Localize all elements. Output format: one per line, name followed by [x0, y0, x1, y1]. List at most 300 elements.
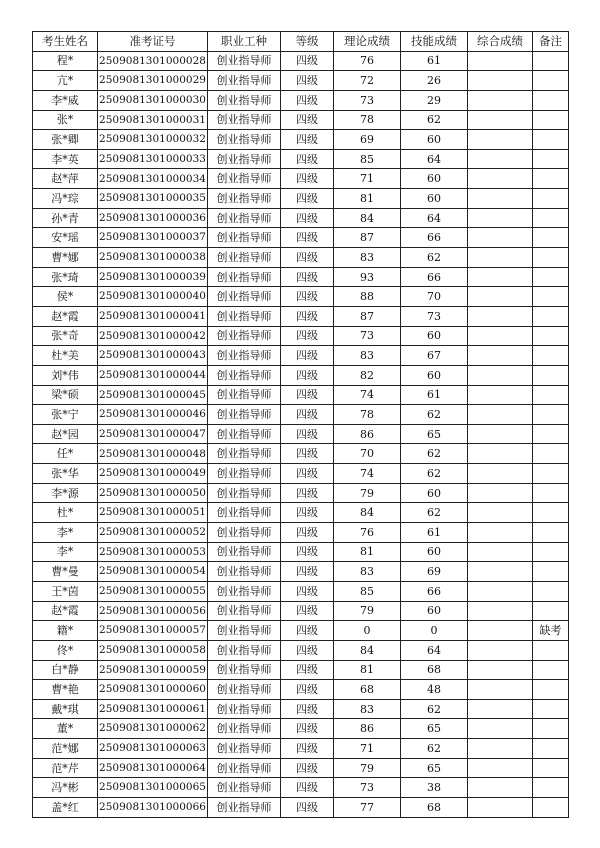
cell-total-score: [468, 523, 533, 543]
cell-remark: [533, 110, 569, 130]
cell-level: 四级: [281, 562, 334, 582]
cell-name: 曹*娜: [33, 248, 98, 268]
cell-level: 四级: [281, 601, 334, 621]
table-row: [33, 90, 569, 110]
header-name: 考生姓名: [33, 32, 98, 52]
table-row: [33, 581, 569, 601]
cell-total-score: [468, 169, 533, 189]
header-theory-score: 理论成绩: [334, 32, 401, 52]
cell-theory-score: 79: [334, 601, 401, 621]
cell-theory-score: 87: [334, 306, 401, 326]
header-skill-score: 技能成绩: [401, 32, 468, 52]
cell-level: 四级: [281, 483, 334, 503]
cell-skill-score: 61: [401, 51, 468, 71]
cell-occupation: 创业指导师: [208, 51, 281, 71]
cell-theory-score: 78: [334, 405, 401, 425]
cell-skill-score: 68: [401, 660, 468, 680]
cell-occupation: 创业指导师: [208, 699, 281, 719]
cell-remark: [533, 758, 569, 778]
cell-name: 董*: [33, 719, 98, 739]
cell-level: 四级: [281, 287, 334, 307]
cell-skill-score: 66: [401, 267, 468, 287]
cell-exam-id: 2509081301000055: [98, 581, 208, 601]
cell-skill-score: 64: [401, 208, 468, 228]
cell-theory-score: 78: [334, 110, 401, 130]
cell-total-score: [468, 110, 533, 130]
cell-level: 四级: [281, 405, 334, 425]
cell-level: 四级: [281, 189, 334, 209]
cell-theory-score: 82: [334, 365, 401, 385]
cell-exam-id: 2509081301000035: [98, 189, 208, 209]
cell-remark: [533, 739, 569, 759]
cell-theory-score: 73: [334, 778, 401, 798]
cell-level: 四级: [281, 306, 334, 326]
cell-theory-score: 87: [334, 228, 401, 248]
cell-total-score: [468, 228, 533, 248]
cell-level: 四级: [281, 660, 334, 680]
cell-name: 范*芹: [33, 758, 98, 778]
cell-remark: [533, 149, 569, 169]
cell-theory-score: 69: [334, 130, 401, 150]
table-row: [33, 71, 569, 91]
cell-exam-id: 2509081301000047: [98, 424, 208, 444]
cell-name: 戴*琪: [33, 699, 98, 719]
cell-remark: [533, 287, 569, 307]
table-row: [33, 51, 569, 71]
cell-skill-score: 61: [401, 385, 468, 405]
cell-name: 孙*青: [33, 208, 98, 228]
cell-remark: [533, 660, 569, 680]
cell-remark: [533, 581, 569, 601]
cell-exam-id: 2509081301000051: [98, 503, 208, 523]
cell-name: 盖*红: [33, 797, 98, 817]
cell-theory-score: 85: [334, 581, 401, 601]
cell-occupation: 创业指导师: [208, 228, 281, 248]
cell-remark: [533, 542, 569, 562]
cell-theory-score: 86: [334, 719, 401, 739]
cell-occupation: 创业指导师: [208, 71, 281, 91]
cell-occupation: 创业指导师: [208, 208, 281, 228]
cell-name: 范*娜: [33, 739, 98, 759]
cell-name: 赵*萍: [33, 169, 98, 189]
cell-level: 四级: [281, 719, 334, 739]
cell-total-score: [468, 385, 533, 405]
cell-occupation: 创业指导师: [208, 523, 281, 543]
cell-exam-id: 2509081301000033: [98, 149, 208, 169]
cell-remark: [533, 267, 569, 287]
table-row: [33, 660, 569, 680]
cell-remark: [533, 680, 569, 700]
cell-occupation: 创业指导师: [208, 346, 281, 366]
cell-name: 张*奇: [33, 326, 98, 346]
table-row: [33, 267, 569, 287]
cell-skill-score: 60: [401, 130, 468, 150]
cell-occupation: 创业指导师: [208, 601, 281, 621]
cell-total-score: [468, 267, 533, 287]
cell-skill-score: 62: [401, 699, 468, 719]
cell-exam-id: 2509081301000058: [98, 640, 208, 660]
cell-exam-id: 2509081301000059: [98, 660, 208, 680]
cell-name: 李*威: [33, 90, 98, 110]
cell-skill-score: 62: [401, 739, 468, 759]
table-row: [33, 365, 569, 385]
cell-total-score: [468, 739, 533, 759]
cell-exam-id: 2509081301000029: [98, 71, 208, 91]
table-row: [33, 228, 569, 248]
table-row: [33, 542, 569, 562]
cell-name: 安*瑶: [33, 228, 98, 248]
cell-exam-id: 2509081301000042: [98, 326, 208, 346]
cell-remark: [533, 365, 569, 385]
cell-remark: [533, 444, 569, 464]
cell-name: 王*茵: [33, 581, 98, 601]
cell-theory-score: 79: [334, 758, 401, 778]
score-table: [32, 31, 569, 818]
cell-name: 赵*霞: [33, 306, 98, 326]
cell-skill-score: 60: [401, 169, 468, 189]
table-row: [33, 601, 569, 621]
cell-level: 四级: [281, 90, 334, 110]
cell-level: 四级: [281, 739, 334, 759]
cell-exam-id: 2509081301000065: [98, 778, 208, 798]
cell-total-score: [468, 71, 533, 91]
cell-total-score: [468, 424, 533, 444]
cell-occupation: 创业指导师: [208, 640, 281, 660]
cell-name: 冯*彬: [33, 778, 98, 798]
cell-occupation: 创业指导师: [208, 189, 281, 209]
cell-exam-id: 2509081301000037: [98, 228, 208, 248]
cell-skill-score: 70: [401, 287, 468, 307]
cell-skill-score: 48: [401, 680, 468, 700]
cell-occupation: 创业指导师: [208, 306, 281, 326]
cell-occupation: 创业指导师: [208, 464, 281, 484]
table-row: [33, 169, 569, 189]
cell-total-score: [468, 149, 533, 169]
cell-total-score: [468, 90, 533, 110]
cell-level: 四级: [281, 758, 334, 778]
cell-occupation: 创业指导师: [208, 287, 281, 307]
cell-theory-score: 86: [334, 424, 401, 444]
cell-occupation: 创业指导师: [208, 542, 281, 562]
cell-name: 梁*硕: [33, 385, 98, 405]
cell-total-score: [468, 797, 533, 817]
cell-name: 李*: [33, 523, 98, 543]
cell-name: 亢*: [33, 71, 98, 91]
cell-skill-score: 60: [401, 542, 468, 562]
cell-skill-score: 66: [401, 581, 468, 601]
table-row: [33, 719, 569, 739]
cell-remark: [533, 797, 569, 817]
cell-name: 佟*: [33, 640, 98, 660]
cell-occupation: 创业指导师: [208, 739, 281, 759]
cell-skill-score: 65: [401, 758, 468, 778]
cell-level: 四级: [281, 228, 334, 248]
cell-occupation: 创业指导师: [208, 621, 281, 641]
cell-skill-score: 62: [401, 464, 468, 484]
cell-skill-score: 29: [401, 90, 468, 110]
cell-total-score: [468, 562, 533, 582]
cell-occupation: 创业指导师: [208, 169, 281, 189]
cell-occupation: 创业指导师: [208, 326, 281, 346]
cell-theory-score: 84: [334, 640, 401, 660]
table-row: [33, 778, 569, 798]
cell-theory-score: 79: [334, 483, 401, 503]
cell-theory-score: 81: [334, 189, 401, 209]
cell-occupation: 创业指导师: [208, 483, 281, 503]
cell-exam-id: 2509081301000054: [98, 562, 208, 582]
cell-remark: [533, 405, 569, 425]
cell-remark: [533, 169, 569, 189]
cell-level: 四级: [281, 169, 334, 189]
cell-total-score: [468, 503, 533, 523]
cell-theory-score: 71: [334, 739, 401, 759]
cell-level: 四级: [281, 503, 334, 523]
cell-level: 四级: [281, 267, 334, 287]
table-row: [33, 189, 569, 209]
cell-level: 四级: [281, 797, 334, 817]
cell-occupation: 创业指导师: [208, 267, 281, 287]
cell-level: 四级: [281, 130, 334, 150]
table-row: [33, 503, 569, 523]
cell-remark: [533, 326, 569, 346]
table-row: [33, 424, 569, 444]
cell-theory-score: 83: [334, 562, 401, 582]
cell-occupation: 创业指导师: [208, 248, 281, 268]
cell-name: 张*华: [33, 464, 98, 484]
cell-skill-score: 26: [401, 71, 468, 91]
cell-exam-id: 2509081301000063: [98, 739, 208, 759]
cell-total-score: [468, 581, 533, 601]
cell-theory-score: 73: [334, 90, 401, 110]
header-exam-id: 准考证号: [98, 32, 208, 52]
cell-name: 杜*: [33, 503, 98, 523]
cell-occupation: 创业指导师: [208, 581, 281, 601]
cell-theory-score: 76: [334, 51, 401, 71]
table-row: [33, 208, 569, 228]
cell-skill-score: 62: [401, 110, 468, 130]
cell-theory-score: 76: [334, 523, 401, 543]
table-row: [33, 464, 569, 484]
cell-remark: [533, 640, 569, 660]
cell-remark: [533, 248, 569, 268]
cell-theory-score: 0: [334, 621, 401, 641]
cell-skill-score: 60: [401, 326, 468, 346]
cell-skill-score: 62: [401, 248, 468, 268]
cell-occupation: 创业指导师: [208, 503, 281, 523]
cell-remark: [533, 483, 569, 503]
cell-skill-score: 62: [401, 444, 468, 464]
header-occupation: 职业工种: [208, 32, 281, 52]
table-row: [33, 385, 569, 405]
cell-skill-score: 64: [401, 640, 468, 660]
cell-exam-id: 2509081301000039: [98, 267, 208, 287]
cell-exam-id: 2509081301000064: [98, 758, 208, 778]
cell-occupation: 创业指导师: [208, 758, 281, 778]
cell-theory-score: 84: [334, 208, 401, 228]
cell-theory-score: 81: [334, 542, 401, 562]
cell-remark: [533, 71, 569, 91]
cell-skill-score: 65: [401, 424, 468, 444]
table-row: [33, 149, 569, 169]
cell-theory-score: 72: [334, 71, 401, 91]
cell-exam-id: 2509081301000062: [98, 719, 208, 739]
cell-occupation: 创业指导师: [208, 719, 281, 739]
table-body: [33, 51, 569, 817]
cell-exam-id: 2509081301000040: [98, 287, 208, 307]
cell-skill-score: 64: [401, 149, 468, 169]
cell-skill-score: 38: [401, 778, 468, 798]
cell-level: 四级: [281, 208, 334, 228]
cell-level: 四级: [281, 621, 334, 641]
cell-total-score: [468, 346, 533, 366]
cell-skill-score: 66: [401, 228, 468, 248]
cell-name: 冯*琮: [33, 189, 98, 209]
cell-name: 杜*美: [33, 346, 98, 366]
table-row: [33, 680, 569, 700]
cell-total-score: [468, 778, 533, 798]
cell-total-score: [468, 365, 533, 385]
cell-remark: [533, 778, 569, 798]
cell-name: 李*源: [33, 483, 98, 503]
cell-occupation: 创业指导师: [208, 110, 281, 130]
cell-theory-score: 85: [334, 149, 401, 169]
cell-occupation: 创业指导师: [208, 365, 281, 385]
cell-total-score: [468, 248, 533, 268]
cell-occupation: 创业指导师: [208, 90, 281, 110]
table-row: [33, 483, 569, 503]
cell-exam-id: 2509081301000049: [98, 464, 208, 484]
cell-occupation: 创业指导师: [208, 797, 281, 817]
cell-theory-score: 83: [334, 248, 401, 268]
cell-theory-score: 71: [334, 169, 401, 189]
cell-level: 四级: [281, 464, 334, 484]
cell-remark: [533, 130, 569, 150]
table-row: [33, 110, 569, 130]
cell-theory-score: 74: [334, 385, 401, 405]
cell-remark: [533, 346, 569, 366]
cell-total-score: [468, 660, 533, 680]
cell-skill-score: 60: [401, 483, 468, 503]
cell-exam-id: 2509081301000057: [98, 621, 208, 641]
cell-total-score: [468, 306, 533, 326]
cell-level: 四级: [281, 444, 334, 464]
cell-total-score: [468, 719, 533, 739]
cell-exam-id: 2509081301000041: [98, 306, 208, 326]
cell-exam-id: 2509081301000032: [98, 130, 208, 150]
table-row: [33, 346, 569, 366]
cell-level: 四级: [281, 248, 334, 268]
cell-exam-id: 2509081301000056: [98, 601, 208, 621]
cell-theory-score: 93: [334, 267, 401, 287]
cell-skill-score: 0: [401, 621, 468, 641]
cell-exam-id: 2509081301000031: [98, 110, 208, 130]
cell-skill-score: 60: [401, 601, 468, 621]
cell-total-score: [468, 542, 533, 562]
cell-total-score: [468, 326, 533, 346]
cell-remark: [533, 503, 569, 523]
cell-level: 四级: [281, 51, 334, 71]
cell-exam-id: 2509081301000038: [98, 248, 208, 268]
cell-remark: [533, 601, 569, 621]
cell-name: 张*琦: [33, 267, 98, 287]
cell-total-score: [468, 640, 533, 660]
table-row: [33, 130, 569, 150]
table-row: [33, 562, 569, 582]
cell-skill-score: 69: [401, 562, 468, 582]
cell-total-score: [468, 680, 533, 700]
cell-total-score: [468, 189, 533, 209]
cell-name: 赵*园: [33, 424, 98, 444]
cell-skill-score: 65: [401, 719, 468, 739]
cell-total-score: [468, 287, 533, 307]
cell-skill-score: 60: [401, 189, 468, 209]
table-row: [33, 797, 569, 817]
cell-skill-score: 62: [401, 405, 468, 425]
cell-remark: [533, 51, 569, 71]
cell-name: 侯*: [33, 287, 98, 307]
cell-remark: [533, 424, 569, 444]
cell-occupation: 创业指导师: [208, 660, 281, 680]
header-row: [33, 32, 569, 52]
cell-occupation: 创业指导师: [208, 424, 281, 444]
table-row: [33, 405, 569, 425]
cell-remark: [533, 464, 569, 484]
cell-level: 四级: [281, 523, 334, 543]
cell-name: 李*英: [33, 149, 98, 169]
cell-exam-id: 2509081301000036: [98, 208, 208, 228]
cell-exam-id: 2509081301000052: [98, 523, 208, 543]
cell-level: 四级: [281, 365, 334, 385]
cell-level: 四级: [281, 326, 334, 346]
cell-level: 四级: [281, 699, 334, 719]
table-row: [33, 699, 569, 719]
cell-exam-id: 2509081301000053: [98, 542, 208, 562]
table-row: [33, 758, 569, 778]
cell-total-score: [468, 601, 533, 621]
cell-remark: [533, 90, 569, 110]
cell-total-score: [468, 208, 533, 228]
cell-exam-id: 2509081301000050: [98, 483, 208, 503]
header-level: 等级: [281, 32, 334, 52]
cell-exam-id: 2509081301000045: [98, 385, 208, 405]
cell-theory-score: 73: [334, 326, 401, 346]
cell-total-score: [468, 464, 533, 484]
cell-theory-score: 77: [334, 797, 401, 817]
cell-name: 任*: [33, 444, 98, 464]
table-row: [33, 739, 569, 759]
cell-level: 四级: [281, 542, 334, 562]
cell-name: 白*静: [33, 660, 98, 680]
cell-occupation: 创业指导师: [208, 130, 281, 150]
cell-level: 四级: [281, 110, 334, 130]
cell-remark: [533, 385, 569, 405]
cell-remark: [533, 699, 569, 719]
cell-total-score: [468, 444, 533, 464]
cell-occupation: 创业指导师: [208, 778, 281, 798]
cell-remark: [533, 562, 569, 582]
table-row: [33, 444, 569, 464]
cell-theory-score: 74: [334, 464, 401, 484]
cell-exam-id: 2509081301000066: [98, 797, 208, 817]
cell-skill-score: 68: [401, 797, 468, 817]
cell-remark: [533, 228, 569, 248]
cell-level: 四级: [281, 680, 334, 700]
cell-total-score: [468, 130, 533, 150]
cell-theory-score: 83: [334, 699, 401, 719]
cell-level: 四级: [281, 346, 334, 366]
cell-total-score: [468, 758, 533, 778]
cell-total-score: [468, 699, 533, 719]
